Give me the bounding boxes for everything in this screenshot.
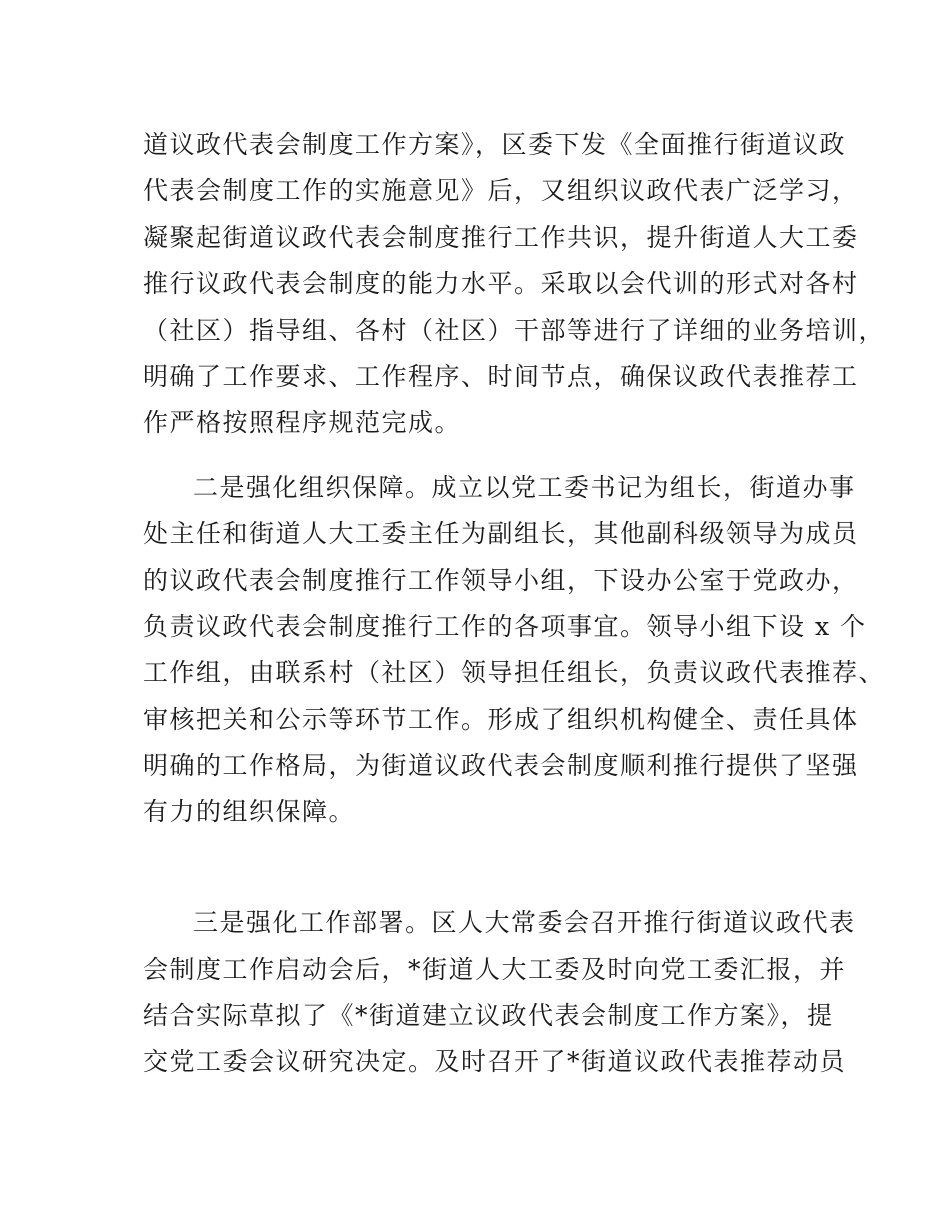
text-line: 交党工委会议研究决定。及时召开了*街道议政代表推荐动员: [143, 1047, 847, 1077]
text-line: 处主任和街道人大工委主任为副组长，其他副科级领导为成员: [143, 519, 859, 549]
text-line: （社区）指导组、各村（社区）干部等进行了详细的业务培训，: [143, 315, 886, 345]
paragraph-2: [143, 465, 886, 883]
text-line: 会制度工作启动会后，*街道人大工委及时向党工委汇报，并: [143, 954, 847, 984]
text-line: 作严格按照程序规范完成。: [143, 408, 462, 438]
text-line: 明确的工作格局，为街道议政代表会制度顺利推行提供了坚强: [143, 751, 859, 781]
text-line: 道议政代表会制度工作方案》，区委下发《全面推行街道议政: [143, 130, 847, 159]
text-line: 二是强化组织保障。成立以党工委书记为组长，街道办事: [193, 472, 856, 502]
text-line: 审核把关和公示等环节工作。形成了组织机构健全、责任具体: [143, 704, 859, 734]
paragraph-3: [143, 900, 856, 1086]
paragraph-spacer: [143, 882, 843, 900]
text-line: 负责议政代表会制度推行工作的各项事宜。领导小组下设 x 个: [143, 611, 867, 641]
text-line: 的议政代表会制度推行工作领导小组，下设办公室于党政办，: [143, 565, 859, 595]
text-line: 代表会制度工作的实施意见》后，又组织议政代表广泛学习，: [143, 176, 859, 206]
text-line: 推行议政代表会制度的能力水平。采取以会代训的形式对各村: [143, 269, 859, 299]
text-line: [143, 836, 843, 882]
text-line: 凝聚起街道议政代表会制度推行工作共识，提升街道人大工委: [143, 222, 859, 252]
text-line: 有力的组织保障。: [143, 797, 356, 827]
text-line: 明确了工作要求、工作程序、时间节点，确保议政代表推荐工: [143, 361, 859, 391]
text-line: 结合实际草拟了《*街道建立议政代表会制度工作方案》，提: [143, 1001, 834, 1031]
paragraph-1: [143, 122, 886, 447]
text-line: 工作组，由联系村（社区）领导担任组长，负责议政代表推荐、: [143, 658, 886, 688]
paragraph-spacer: [143, 447, 843, 465]
document-body: [143, 122, 886, 1086]
text-line: 三是强化工作部署。区人大常委会召开推行街道议政代表: [193, 908, 856, 938]
